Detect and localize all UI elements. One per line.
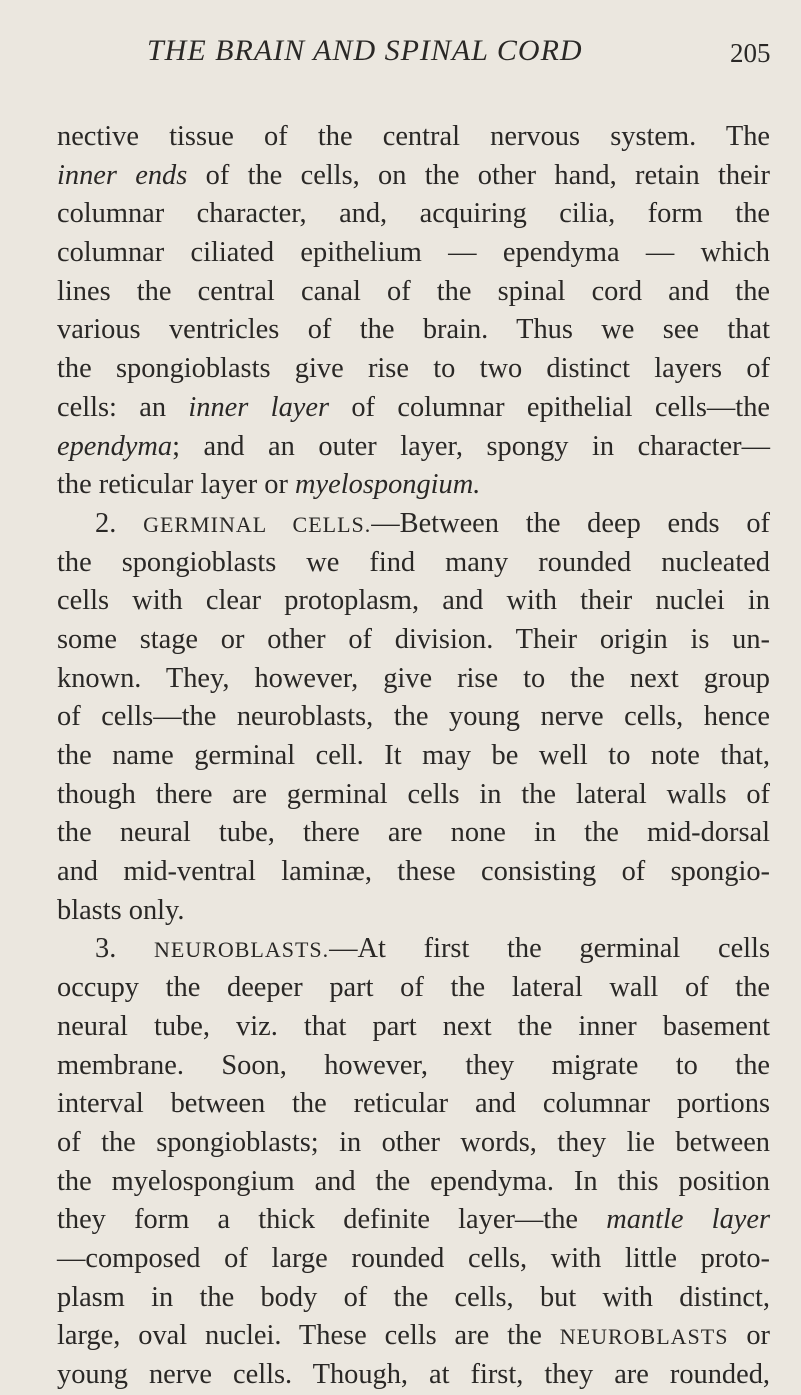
- text-line: [57, 776, 770, 815]
- text-line: [57, 969, 770, 1008]
- italic-term: myelospongium.: [295, 469, 481, 501]
- text-run: cells with clear protoplasm, and with their nuclei in: [57, 585, 770, 617]
- text-line: [57, 1240, 770, 1279]
- text-run: —At first the germinal cells: [329, 933, 770, 965]
- text-line: [57, 466, 770, 505]
- text-line: [57, 737, 770, 776]
- text-line: [57, 350, 770, 389]
- text-run: blasts only.: [57, 894, 185, 926]
- text-line: [57, 195, 770, 234]
- text-line: [57, 1047, 770, 1086]
- text-run: the spongioblasts give rise to two distinct layers of: [57, 353, 770, 385]
- text-line: [57, 660, 770, 699]
- italic-term: mantle layer: [606, 1204, 771, 1236]
- text-line: [57, 428, 770, 467]
- page-number: 205: [730, 38, 771, 68]
- text-line: [57, 892, 770, 931]
- text-run: columnar character, and, acquiring cilia, form the: [57, 198, 770, 230]
- text-run: 2.: [95, 507, 144, 539]
- text-line: [57, 1201, 770, 1240]
- text-run: interval between the reticular and columnar portions: [57, 1088, 770, 1120]
- text-run: ; and an outer layer, spongy in character—: [172, 430, 770, 462]
- text-line: [57, 389, 770, 428]
- text-line: [57, 234, 770, 273]
- text-run: the name germinal cell. It may be well to note that,: [57, 740, 770, 771]
- text-run: 3.: [95, 933, 154, 965]
- text-line: [57, 1163, 770, 1202]
- text-line: [57, 1317, 770, 1356]
- text-line: [57, 118, 770, 157]
- text-run: and mid-ventral laminæ, these consisting of spongio-: [57, 856, 770, 888]
- text-run: the neural tube, there are none in the mid-dorsal: [57, 817, 770, 849]
- text-run: they form a thick definite layer—the: [57, 1204, 607, 1236]
- text-run: nective tissue of the central nervous system. The: [57, 121, 770, 152]
- section-heading: GERMINAL CELLS.: [143, 511, 372, 537]
- text-run: occupy the deeper part of the lateral wall of the: [57, 972, 770, 1004]
- page-header: [0, 34, 801, 74]
- text-run: of the cells, on the other hand, retain their: [187, 159, 770, 191]
- text-line: [57, 1124, 770, 1163]
- text-run: the spongioblasts we find many rounded nucleated: [57, 546, 770, 578]
- text-line: [57, 582, 770, 621]
- text-run: neural tube, viz. that part next the inner basement: [57, 1010, 770, 1042]
- text-line: [57, 544, 770, 583]
- text-line: [57, 311, 770, 350]
- text-line: [57, 505, 770, 544]
- text-line: [57, 698, 770, 737]
- text-run: large, oval nuclei. These cells are the: [57, 1320, 560, 1352]
- text-line: [57, 273, 770, 312]
- running-title: THE BRAIN AND SPINAL CORD: [147, 34, 583, 67]
- text-run: known. They, however, give rise to the next group: [57, 662, 770, 694]
- text-run: some stage or other of division. Their origin is un-: [57, 623, 770, 655]
- text-run: —composed of large rounded cells, with little proto-: [57, 1242, 770, 1274]
- italic-term: ependyma: [57, 430, 173, 462]
- text-line: [57, 1279, 770, 1318]
- text-run: though there are germinal cells in the lateral walls of: [57, 778, 770, 810]
- text-run: cells: an: [57, 391, 189, 423]
- section-heading: NEUROBLASTS.: [153, 937, 330, 963]
- text-run: —Between the deep ends of: [371, 507, 771, 539]
- text-run: columnar ciliated epithelium — ependyma — which: [57, 237, 770, 269]
- text-run: of columnar epithelial cells—the: [329, 391, 770, 423]
- text-run: various ventricles of the brain. Thus we see that: [57, 314, 770, 346]
- text-run: of cells—the neuroblasts, the young nerve cells, hence: [57, 701, 770, 733]
- text-run: or: [728, 1320, 771, 1352]
- body-text: [57, 118, 770, 1395]
- text-run: the reticular layer or: [57, 469, 296, 501]
- text-line: [57, 1085, 770, 1124]
- text-run: of the spongioblasts; in other words, they lie between: [57, 1126, 770, 1158]
- text-line: [57, 621, 770, 660]
- text-run: plasm in the body of the cells, but with distinct,: [57, 1281, 770, 1313]
- italic-term: inner ends: [57, 159, 188, 191]
- text-line: [57, 930, 770, 969]
- text-line: [57, 157, 770, 196]
- text-run: the myelospongium and the ependyma. In this position: [57, 1165, 770, 1197]
- text-run: membrane. Soon, however, they migrate to the: [57, 1049, 770, 1081]
- text-line: [57, 814, 770, 853]
- italic-term: inner layer: [188, 391, 330, 423]
- text-run: lines the central canal of the spinal cord and the: [57, 275, 770, 307]
- text-run: young nerve cells. Though, at first, they are rounded,: [57, 1359, 770, 1390]
- text-line: [57, 1356, 770, 1395]
- text-line: [57, 1008, 770, 1047]
- text-line: [57, 853, 770, 892]
- section-heading: NEUROBLASTS: [559, 1324, 729, 1350]
